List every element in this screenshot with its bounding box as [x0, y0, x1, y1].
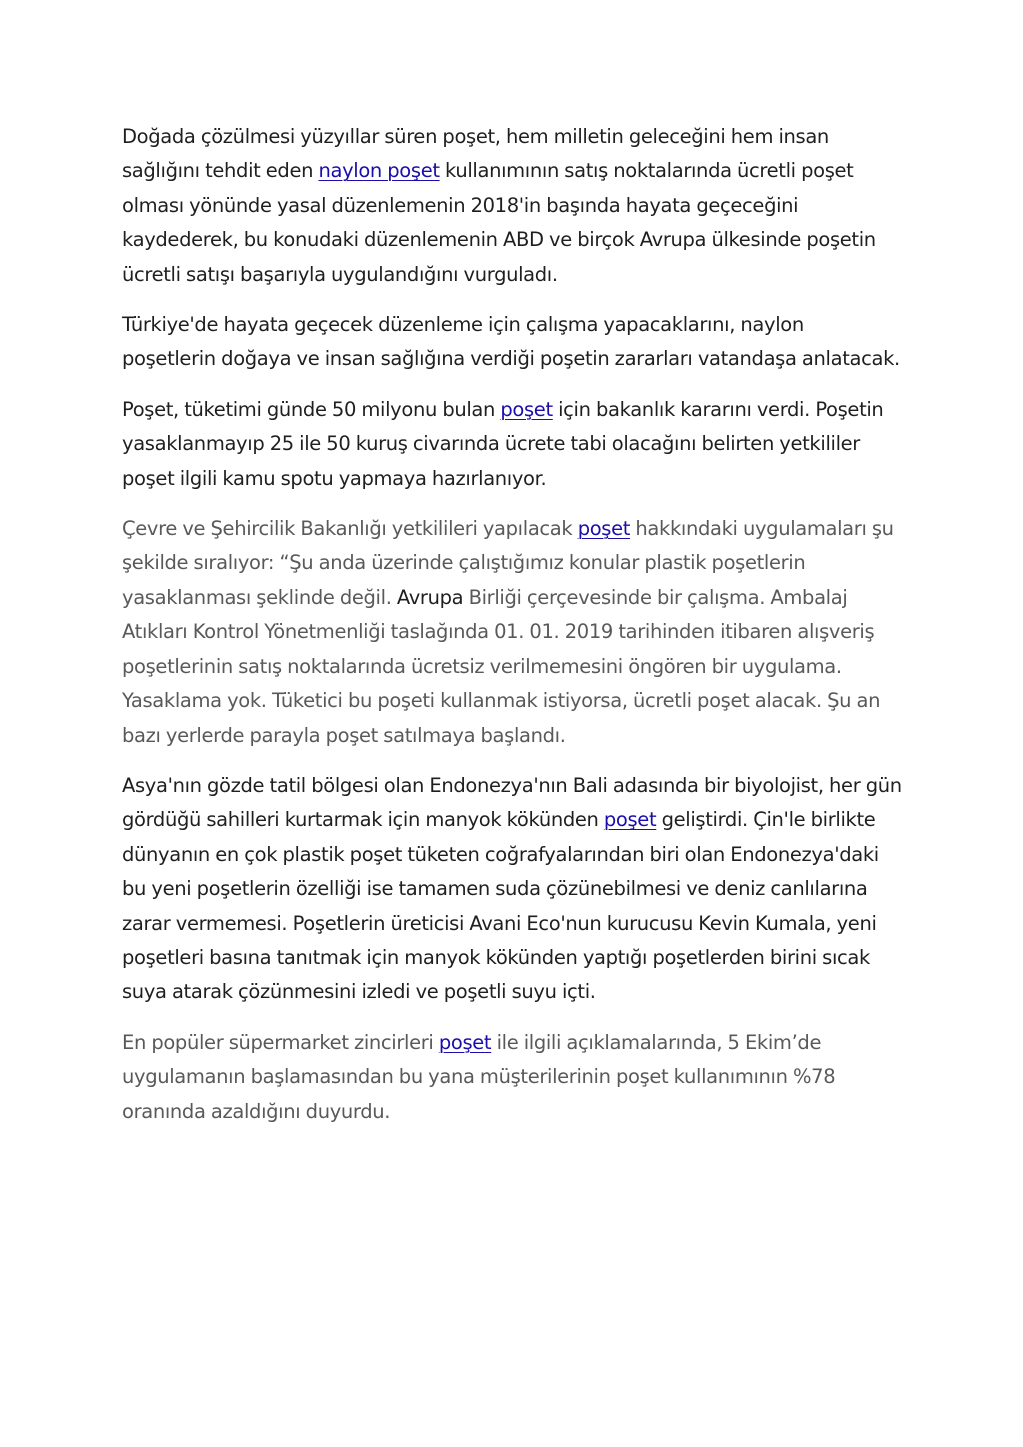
- paragraph-4: [122, 512, 902, 753]
- paragraph-4-text-highlight: Avrupa: [396, 585, 464, 609]
- paragraph-3-text-a: Poşet, tüketimi günde 50 milyonu bulan: [122, 397, 501, 421]
- paragraph-1-text-b: kullanımının satış noktalarında ücretli poşet olması yönünde yasal düzenlemenin 2018'in başında hayata geçeceğini kaydederek, bu konudaki düzenlemenin ABD ve birçok Avrupa ülkesinde poşetin ücretli satışı başarıyla uygulandığını vurguladı.: [122, 159, 876, 286]
- document-body: [122, 120, 902, 1145]
- link-poset-4[interactable]: poşet: [438, 1030, 492, 1054]
- paragraph-6-text-a: En popüler süpermarket zincirleri: [122, 1030, 439, 1054]
- paragraph-6: [122, 1026, 902, 1129]
- paragraph-4-text-c: Birliği çerçevesinde bir çalışma. Ambalaj Atıkları Kontrol Yönetmenliği taslağında 01. 01. 2019 tarihinden itibaren alışveriş poşetlerinin satış noktalarında ücretsiz verilmemesini öngören bir uygulama. Yasaklama yok. Tüketici bu poşeti kullanmak istiyorsa, ücretli poşet alacak. Şu an bazı yerlerde parayla poşet satılmaya başlandı.: [122, 585, 881, 747]
- link-poset-3[interactable]: poşet: [603, 808, 657, 832]
- paragraph-3-text-b: için bakanlık kararını verdi. Poşetin yasaklanmayıp 25 ile 50 kuruş civarında ücrete tabi olacağını belirten yetkililer poşet ilgili kamu spotu yapmaya hazırlanıyor.: [122, 397, 884, 490]
- paragraph-5: [122, 769, 902, 1010]
- paragraph-3: [122, 393, 902, 496]
- paragraph-4-text-a: Çevre ve Şehircilik Bakanlığı yetkilileri yapılacak: [122, 517, 578, 541]
- paragraph-5-text-a: Asya'nın gözde tatil bölgesi olan Endonezya'nın Bali adasında bir biyolojist, her gün gördüğü sahilleri kurtarmak için manyok kökünden: [122, 773, 902, 832]
- link-naylon-poset[interactable]: naylon poşet: [318, 159, 440, 183]
- link-poset-2[interactable]: poşet: [577, 517, 631, 541]
- paragraph-2-text: Türkiye'de hayata geçecek düzenleme için çalışma yapacaklarını, naylon poşetlerin doğaya ve insan sağlığına verdiği poşetin zararları vatandaşa anlatacak.: [122, 313, 900, 371]
- paragraph-4-text-b: hakkındaki uygulamaları şu şekilde sıralıyor: “Şu anda üzerinde çalıştığımız konular plastik poşetlerin yasaklanması şeklinde değil.: [122, 517, 894, 609]
- paragraph-1-text-a: Doğada çözülmesi yüzyıllar süren poşet, hem milletin geleceğini hem insan sağlığını tehdit eden: [122, 125, 829, 183]
- paragraph-1: [122, 120, 902, 292]
- link-poset-1[interactable]: poşet: [500, 397, 553, 421]
- paragraph-5-text-b: geliştirdi. Çin'le birlikte dünyanın en çok plastik poşet tüketen coğrafyalarından biri olan Endonezya'daki bu yeni poşetlerin özelliği ise tamamen suda çözünebilmesi ve deniz canlılarına zarar vermemesi. Poşetlerin üreticisi Avani Eco'nun kurucusu Kevin Kumala, yeni poşetleri basına tanıtmak için manyok kökünden yaptığı poşetlerden birini sıcak suya atarak çözünmesini izledi ve poşetli suyu içti.: [122, 808, 879, 1004]
- paragraph-2: [122, 308, 902, 377]
- paragraph-6-text-b: ile ilgili açıklamalarında, 5 Ekim’de uygulamanın başlamasından bu yana müşterilerinin poşet kullanımının %78 oranında azaldığını duyurdu.: [122, 1030, 836, 1123]
